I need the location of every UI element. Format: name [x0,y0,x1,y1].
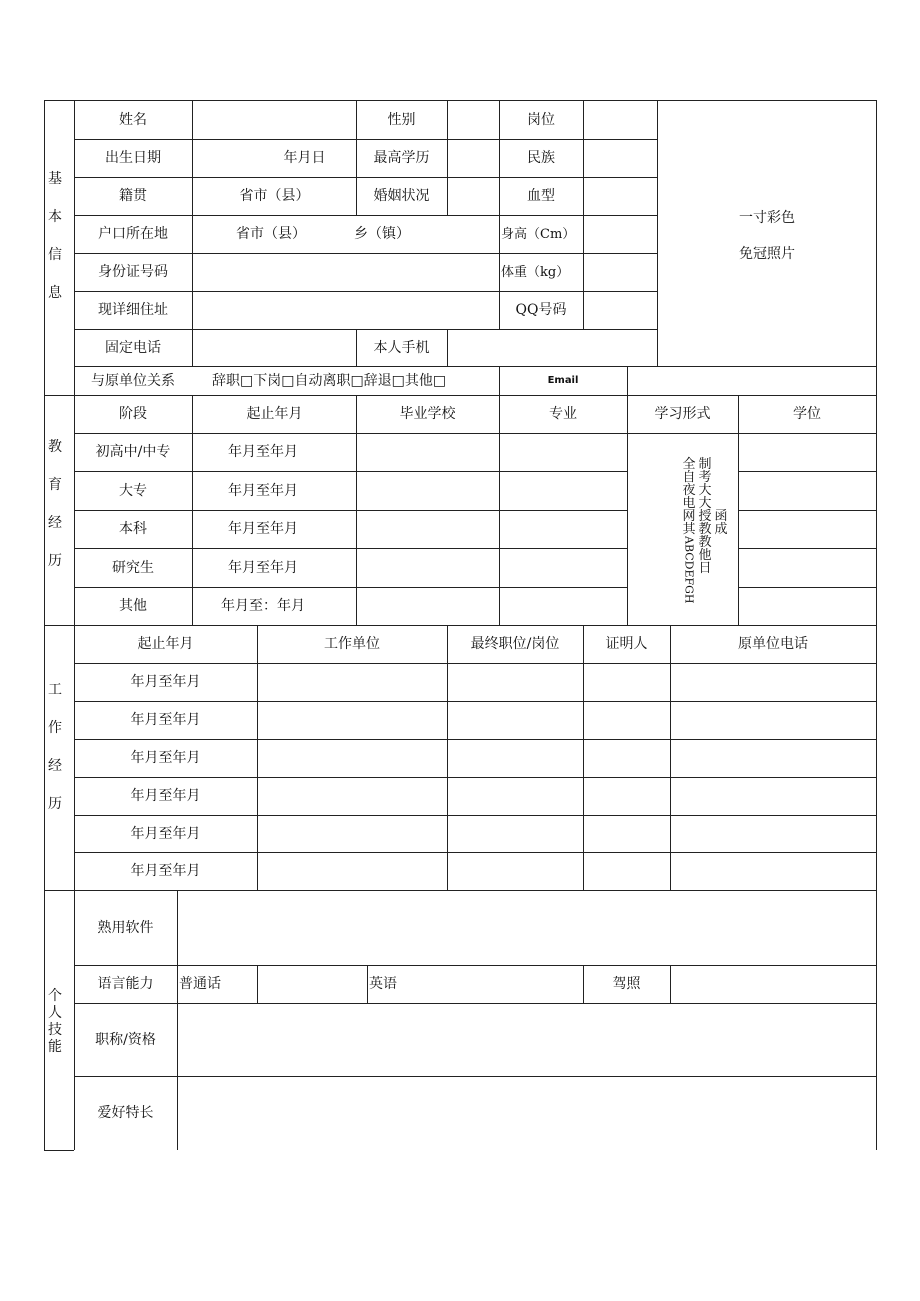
phone-field[interactable] [193,329,356,366]
blood-field[interactable] [584,177,657,215]
weight-label-text: 体重（kg） [501,264,570,280]
hukou-label: 户口所在地 [98,226,168,242]
work-header-referee: 证明人 [605,636,648,652]
phone-label: 固定电话 [105,339,161,356]
photo-box [658,200,876,272]
height-label [499,215,585,253]
photo-line-2: 免冠照片 [739,246,795,262]
work-row-period[interactable]: 年月至年月 [130,863,201,879]
license-field[interactable] [671,965,876,1003]
work-header-employer: 工作单位 [324,636,380,652]
ethnic-field[interactable] [584,139,657,177]
education-field[interactable] [448,139,499,177]
hukou-city-field[interactable]: 省市（县） [236,226,306,242]
edu-header-degree: 学位 [793,406,821,422]
work-header-period: 起止年月 [137,636,194,652]
grid-line [447,625,448,890]
blood-label: 血型 [527,188,555,204]
study-form-col-1: 全 自 夜 电 网 其 ABCDEFGH [682,457,696,604]
qq-label: QQ号码 [515,302,567,318]
edu-row-period[interactable]: 年月至年月 [228,444,298,460]
weight-label [499,253,585,291]
relation-options[interactable]: 辞职□下岗□自动离职□辞退□其他□ [212,372,447,389]
english-label: 英语 [369,976,397,992]
section-title-basic: 基 本 信 息 [48,171,62,301]
edu-row-period[interactable]: 年月至：年月 [221,598,305,614]
edu-row-stage: 初高中/中专 [95,444,171,460]
edu-header-school: 毕业学校 [399,406,456,422]
grid-line [738,587,877,588]
hukou-town-field[interactable]: 乡（镇） [354,226,410,242]
native-field[interactable]: 省市（县） [239,188,310,204]
native-label: 籍贯 [119,188,147,204]
grid-line [670,625,671,890]
section-title-work: 工 作 经 历 [48,682,62,812]
id-label: 身份证号码 [98,264,168,280]
edu-header-major: 专业 [549,406,577,422]
marital-field[interactable] [448,177,499,215]
grid-line [738,510,877,511]
birth-field[interactable]: 年月日 [283,150,326,166]
name-label: 姓名 [119,111,147,128]
height-label-text: 身高（Cm） [501,226,576,242]
address-field[interactable] [193,291,499,329]
title-field[interactable] [178,1003,876,1076]
study-form-col-2: 制 考 大 大 授 教 教 他 日 [698,457,712,576]
grid-line [738,471,877,472]
post-label: 岗位 [527,111,555,128]
section-title-education: 教 育 经 历 [48,439,62,569]
edu-header-period: 起止年月 [246,406,303,422]
weight-field[interactable] [584,253,657,291]
work-row-period[interactable]: 年月至年月 [130,712,201,728]
birth-label: 出生日期 [105,150,161,166]
work-header-phone: 原单位电话 [738,636,808,652]
license-label: 驾照 [612,976,641,992]
grid-line [44,1150,74,1151]
edu-header-study-form: 学习形式 [654,406,711,422]
work-row-period[interactable]: 年月至年月 [130,788,201,804]
post-field[interactable] [584,100,657,139]
grid-line [738,548,877,549]
work-row-period[interactable]: 年月至年月 [130,750,201,766]
application-form [44,100,877,1150]
mobile-label: 本人手机 [373,339,430,356]
title-label: 职称/资格 [95,1031,156,1048]
edu-row-stage: 大专 [119,482,147,499]
edu-row-period[interactable]: 年月至年月 [228,482,298,499]
gender-field[interactable] [448,100,499,139]
address-label: 现详细住址 [98,302,168,318]
photo-line-1: 一寸彩色 [739,210,795,226]
hobby-label: 爱好特长 [97,1105,154,1121]
marital-label: 婚姻状况 [373,188,430,204]
ethnic-label: 民族 [527,150,555,166]
software-label: 熟用软件 [97,919,154,936]
grid-line [257,625,258,890]
name-field[interactable] [193,100,356,139]
study-form-col-3: 函 成 [714,509,728,537]
email-label: Email [547,374,579,386]
qq-field[interactable] [584,291,657,329]
mandarin-field[interactable] [258,965,367,1003]
edu-row-stage: 本科 [119,521,147,537]
relation-label: 与原单位关系 [91,372,175,389]
email-field[interactable] [628,366,876,395]
edu-header-stage: 阶段 [119,406,147,422]
edu-row-stage: 其他 [119,598,147,614]
gender-label: 性别 [387,111,416,128]
language-label: 语言能力 [97,976,154,992]
edu-row-period[interactable]: 年月至年月 [228,521,298,537]
work-row-period[interactable]: 年月至年月 [130,674,201,690]
hobby-field[interactable] [178,1076,876,1150]
mandarin-label: 普通话 [179,976,221,992]
work-row-period[interactable]: 年月至年月 [130,825,201,842]
edu-row-stage: 研究生 [112,559,154,576]
id-field[interactable] [193,253,499,291]
section-title-skills: 个 人 技 能 [48,988,62,1055]
software-field[interactable] [178,890,876,965]
grid-line [583,625,584,890]
education-label: 最高学历 [373,150,430,166]
height-field[interactable] [584,215,657,253]
work-header-position: 最终职位/岗位 [470,636,560,652]
mobile-field[interactable] [448,329,657,366]
edu-row-period[interactable]: 年月至年月 [228,559,298,576]
